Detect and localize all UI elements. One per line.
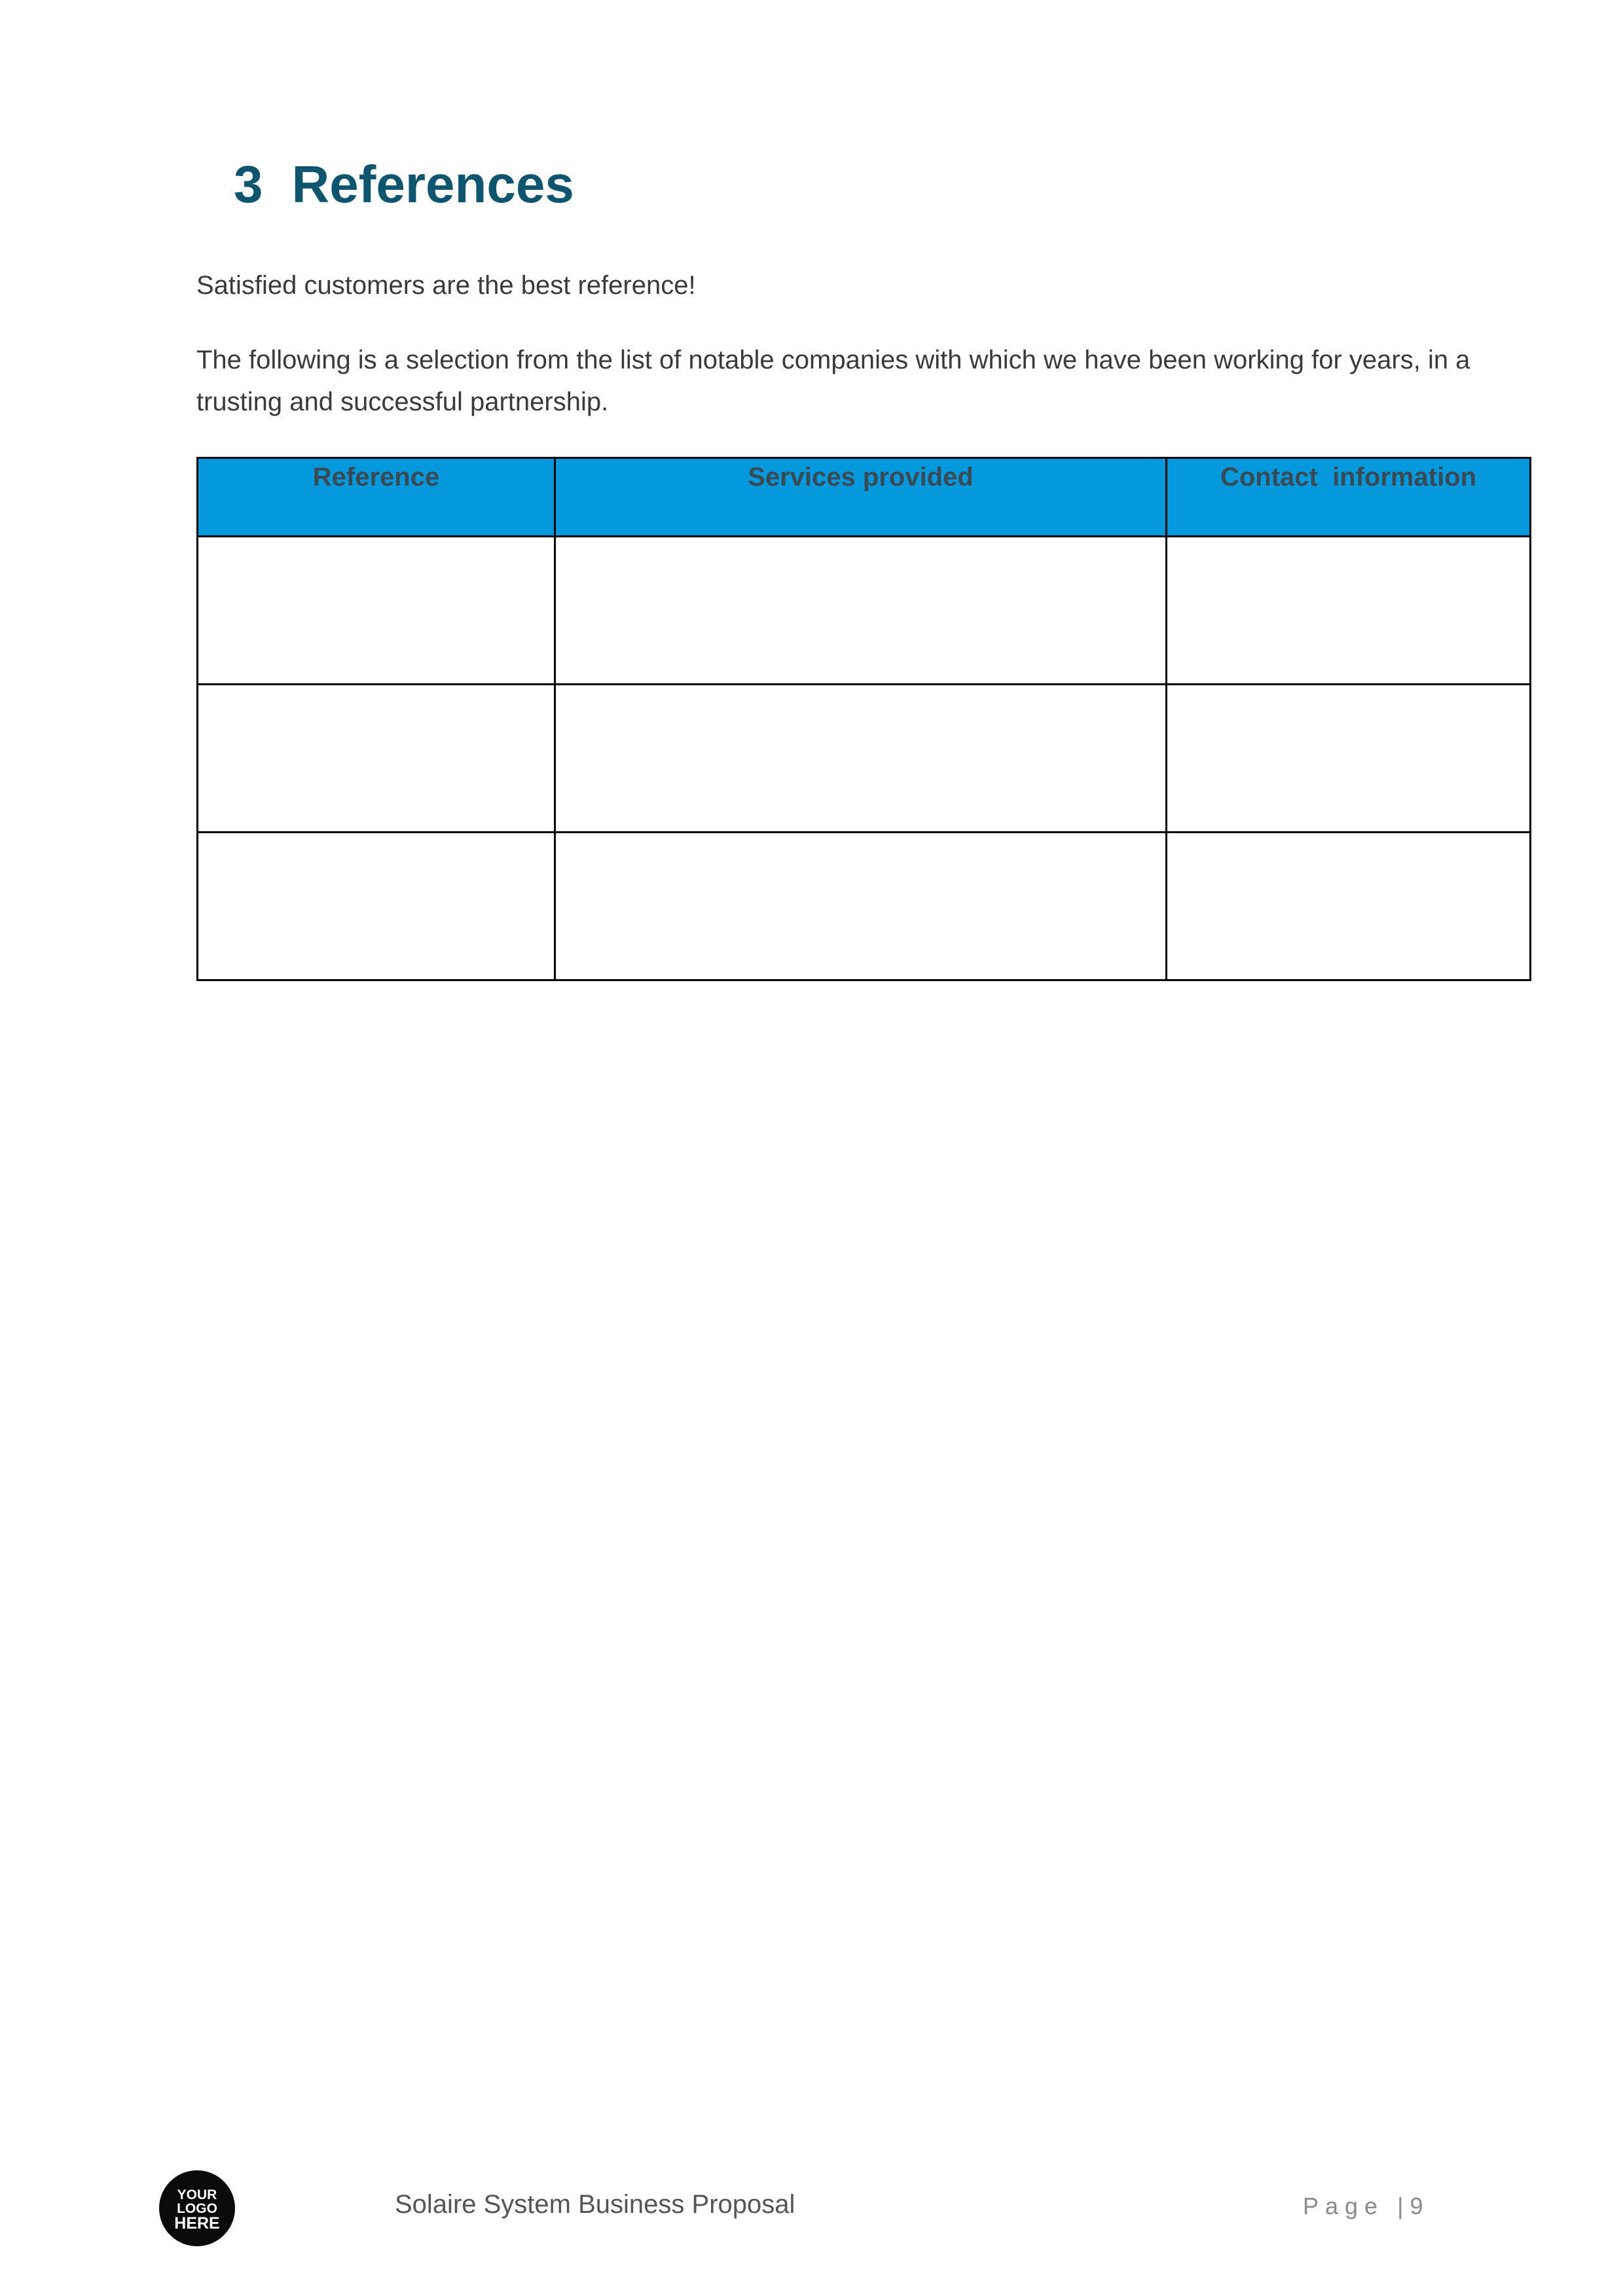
header-services-provided: Services provided [555,458,1167,537]
table-row [198,833,1531,980]
table-cell-services[interactable] [555,685,1167,833]
table-cell-contact[interactable] [1167,833,1531,980]
footer-page-number [1303,2190,1429,2223]
section-heading [234,152,574,217]
table-cell-contact[interactable] [1167,685,1531,833]
logo-line-2: LOGO [177,2201,217,2216]
header-contact-information: Contact information [1167,458,1531,537]
logo-icon [159,2170,235,2246]
intro-paragraph: Satisfied customers are the best reference! [196,271,696,300]
table-cell-services[interactable] [555,833,1167,980]
logo-line-3: HERE [174,2214,220,2233]
table-cell-reference[interactable] [198,537,555,685]
logo-line-1: YOUR [177,2187,217,2202]
table-cell-reference[interactable] [198,685,555,833]
table-cell-contact[interactable] [1167,537,1531,685]
page-number: 9 [1410,2193,1430,2219]
page-label: Page [1303,2193,1385,2219]
table-cell-reference[interactable] [198,833,555,980]
table-cell-services[interactable] [555,537,1167,685]
detail-paragraph: The following is a selection from the list of notable companies with which we have been working for years, in a trusting and successful partnership. [196,346,1470,416]
header-reference: Reference [198,458,555,537]
section-title: References [291,155,574,213]
footer-document-title: Solaire System Business Proposal [395,2190,795,2219]
table-row [198,537,1531,685]
section-number: 3 [234,155,263,213]
table-row [198,685,1531,833]
table-header-row [198,458,1531,537]
page-separator: | [1397,2193,1410,2219]
company-logo [159,2170,235,2246]
references-table [196,457,1531,981]
